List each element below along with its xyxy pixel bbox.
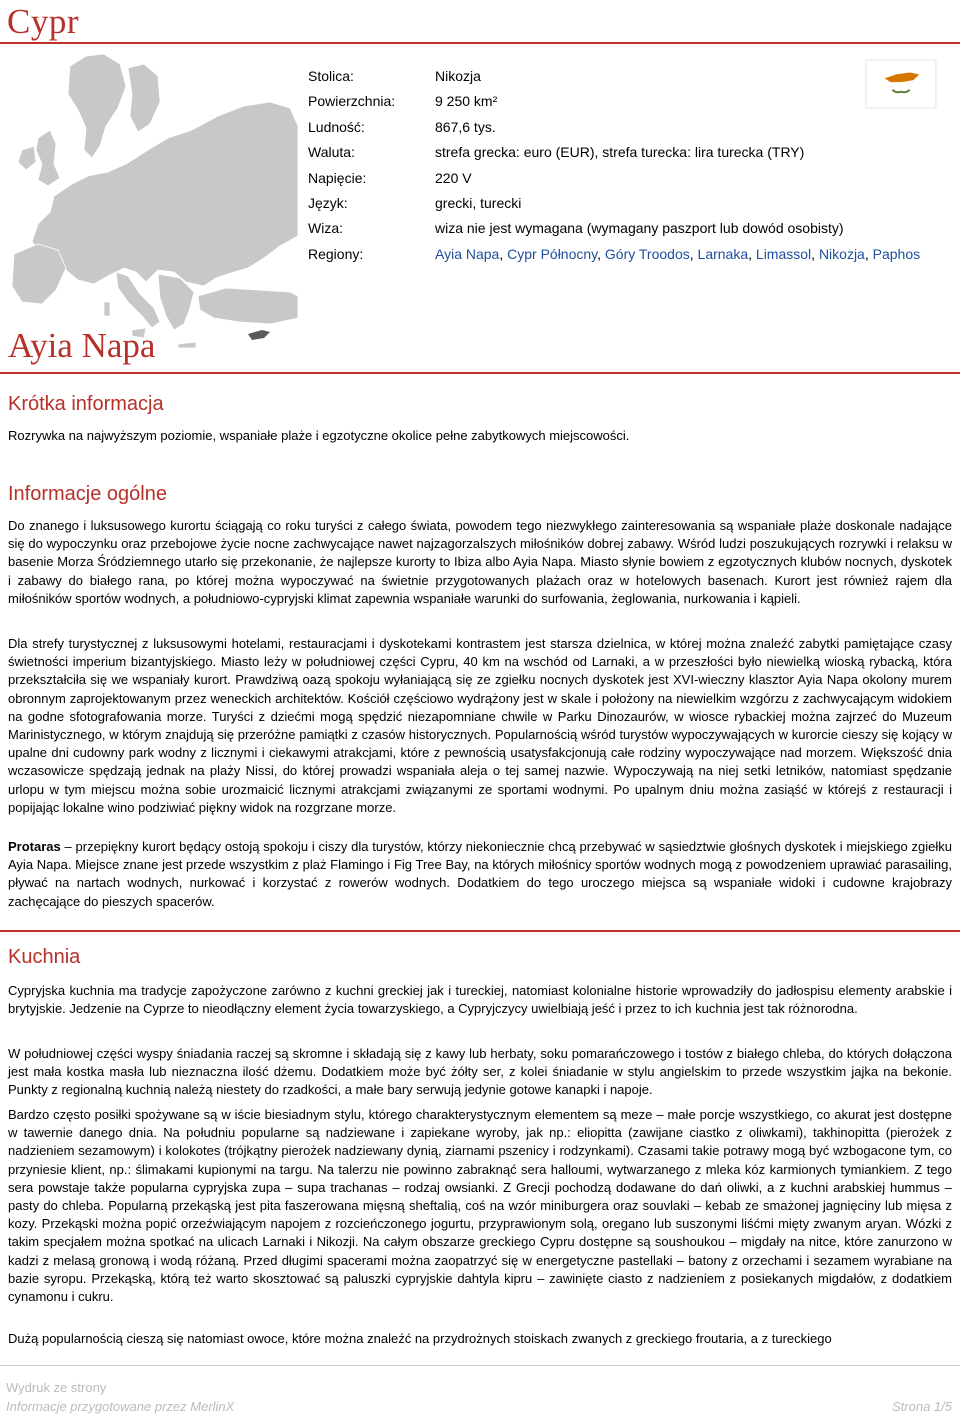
map-britain [36,130,60,186]
info-value: grecki, turecki [435,194,522,211]
info-label: Powierzchnia: [308,93,396,110]
protaras-bold: Protaras [8,839,61,854]
region-link-paphos[interactable]: Paphos [872,245,921,262]
map-cyprus-highlight [248,330,270,340]
kuchnia-paragraph-2: W południowej części wyspy śniadania raczej są skromne i składają się z kawy lub herbaty, soku pomarańczowego i tostów z białego chleba, do których dołączona jest mała kostka masła lub nieznaczna ilość dżemu. Dodatkiem może być żółty ser, z kolei śniadanie w stylu angielskim to przede wszystkim jajka na bekonie. Punkty z regionalną kuchnią należą niestety do rzadkości, a małe bary serwują jedynie gotowe kanapki i napoje. [8,1046,952,1098]
info-label: Ludność: [308,118,365,135]
info-value: 9 250 km² [435,93,498,110]
protaras-text: – przepiękny kurort będący ostoją spokoju i ciszy dla turystów, którzy niekoniecznie chcą przebywać w sąsiedztwie głośnych dyskotek i miejskiego zgiełku Ayia Napa. Miejsce znane jest przede wszystkim z plaż Flamingo i Fig Tree Bay, na których miłośnicy sportów wodnych mogą z powodzeniem uprawiać parasailing, pływać na nartach wodnych, nurkować i korzystać z rowerów wodnych. Dodatkiem do tego uroczego miejsca są wspaniałe widoki i cudowne krajobrazy zachęcające do pieszych spacerów. [8,839,952,909]
krotka-text: Rozrywka na najwyższym poziomie, wspaniałe plaże i egzotyczne okolice pełne zabytkowych miejscowości. [8,428,630,443]
info-label: Wiza: [308,220,343,237]
info-label: Waluta: [308,144,355,161]
map-crete [178,342,196,348]
info-label: Regiony: [308,245,364,262]
footer-print-label: Wydruk ze strony [6,1380,107,1395]
europe-map [8,46,298,356]
region-link-limassol[interactable]: Limassol [755,245,812,262]
map-scandinavia [68,54,126,158]
kuchnia-paragraph-3: Bardzo często posiłki spożywane są w iście biesiadnym stylu, którego charakterystycznym elementem są meze – małe porcje wszystkiego, co akurat jest dostępne w tawernie danego dnia. Na południu popularne są nadziewane i zapiekane wyroby, jak np.: eliopitta (zawijane ciastko z oliwkami), takhinopitta (pierożek z nadzieniem sezamowym) i kolokotes (trójkątny pierożek nadziewany dynią, ziarnami pszenicy i rodzynkami). Czasami takie potrawy mogą być wzbogacone tym, co przyniesie klient, np.: ślimakami kupionymi na targu. Na talerzu nie powinno zabraknąć sera halloumi, wytwarzanego z mleka kóz karmionych tymiankiem. Z tego sera powstaje także popularna cypryjska zupa – supa trachanas – rodzaj owsianki. Z Grecji pochodzą dodawane do dań oliwki, a z kuchni arabskiej hummus – pasty do chleba. Popularną przekąską jest pita faszerowana mięsną sheftalią, coś na wzór miniburgera oraz souvlaki – kebab ze smażonej jagnięciny lub mięsa z kozy. Przekąski można popić orzeźwiającym napojem z rozcieńczonego jogurtu, przyprawionym solą, oregano lub suszonymi liśćmi mięty zwanym aryan. Wózki z takim specjałem można spotkać na ulicach Larnaki i Nikozji. Na całym obszarze greckiego Cypru dostępne są soushoukou – migdały na nitce, które zanurzono w kadzi z melasą gronową i wodą różaną. Przed długimi spacerami można zaopatrzyć się w energetyczne pastellaki – batony z orzechami i sezamem wyrabiane na bazie syropu. Przekąską, którą też warto skosztować są paluszki cypryjskie dahtyla kipru – zawinięte ciasto z nadzieniem z posiekanych migdałów, z dodatkiem cynamonu i cukru. [8,1107,952,1305]
region-link-ayia-napa[interactable]: Ayia Napa [435,245,500,262]
map-finland [128,64,160,132]
map-mainland [32,102,298,286]
map-italy [116,272,160,328]
ogolne-paragraph-2: Dla strefy turystycznej z luksusowymi hotelami, restauracjami i dyskotekami kontrastem jest starsza dzielnica, w której można znaleźć zabytki pamiętające czasy świetności imperium bizantyjskiego. Miasto leży w południowej części Cypru, 40 km na wschód od Larnaki, a w przeszłości było niewielką wioską rybacką, która przekształciła się we wspaniały kurort. Prawdziwą oazą spokoju wyłaniającą się ze zgiełku nocnych dyskotek jest XVI-wieczny klasztor Ayia Napa okolony murem obronnym zaprojektowanym przez weneckich architektów. Kościół częściowo wydrążony jest w skale i położony na niewielkim wzgórzu z zachwycającym widokiem na godne sfotografowania morze. Turyści z dziećmi mogą spędzić niezapomniane chwile w Parku Dinozaurów, w wiosce rybackiej można zajrzeć do Muzeum Marinistycznego, w którym znajdują się przeróżne pamiątki z czasów historycznych. Popularnością wśród turystów wypoczywających w kurorcie cieszy się kojący w upalne dni cudowny park wodny z licznymi i ciekawymi atrakcjami, które z pewnością usatysfakcjonują całe rodziny wypoczywające nad morzem. Większość dnia wczasowicze spędzają jednak na plaży Nissi, do której prowadzi wspaniała aleja o tej samej nazwie. Wypoczywają na niej setki letników, natomiast spędzanie urlopu w tym miejscu można sobie urozmaicić licznymi atrakcjami związanymi ze sportami wodnymi. Po upalnym dniu można zasiąść w którejś z restauracji i popijając lokalne wino podziwiać piękny widok na rozgrzane morze. [8,636,952,815]
page-footer [0,1365,960,1415]
info-value: Nikozja [435,68,481,84]
info-label: Napięcie: [308,169,367,186]
info-value: 867,6 tys. [435,118,496,135]
map-iberia [12,244,66,304]
region-link-gory-troodos[interactable]: Góry Troodos [604,245,690,262]
section-divider [0,930,960,932]
info-value: 220 V [435,169,472,186]
map-sardinia [104,302,110,316]
section-divider [0,372,960,374]
page-header [0,0,960,44]
kuchnia-paragraph-4: Dużą popularnością cieszą się natomiast owoce, które można znaleźć na przydrożnych stoiskach zwanych z greckiego froutaria, a z tureckiego [8,1331,832,1346]
heading-kuchnia: Kuchnia [8,946,81,968]
regions-list: Ayia Napa, Cypr Północny, Góry Troodos, Larnaka, Limassol, Nikozja, Paphos [435,245,921,262]
page-title: Cypr [7,2,79,41]
kuchnia-paragraph-1: Cypryjska kuchnia ma tradycje zapożyczone zarówno z kuchni greckiej jak i tureckiej, natomiast kolonialne historie wprowadziły do jadłospisu elementy arabskie i brytyjskie. Jedzenie na Cyprze to nieodłączny element życia towarzyskiego, a Cypryjczycy uwielbiają jeść i przez to ich kuchnia jest tak różnorodna. [8,983,952,1017]
footer-credit: Informacje przygotowane przez MerlinX [6,1399,235,1414]
ogolne-paragraph-1: Do znanego i luksusowego kurortu ściągają co roku turyści z całego świata, powodem tego niezwykłego zainteresowania są wspaniałe plaże doskonale nadające się do wypoczynku oraz przebojowe życie nocne zachwycające nawet najzagorzalszych miłośników dobrej zabawy. Wśród ludzi poszukujących rozrywki i relaksu w basenie Morza Śródziemnego utarło się przekonanie, że najlepsze kurorty to Ibiza albo Ayia Napa. Miasto słynie bowiem z egzotycznych klubów nocnych, dyskotek i zabawy do białego rana, po której można wypoczywać na świetnie przygotowanych plażach oraz w hotelowych basenach. Kurort jest również rajem dla miłośników sportów wodnych, a południowo-cypryjski klimat zapewnia wspaniałe warunki do surfowania, żeglowania, nurkowania i kąpieli. [8,518,952,606]
heading-informacje-ogolne: Informacje ogólne [8,483,167,505]
info-value: wiza nie jest wymagana (wymagany paszport lub dowód osobisty) [435,220,844,237]
section-title-ayia-napa: Ayia Napa [8,326,156,365]
info-label: Stolica: [308,68,354,84]
region-link-cypr-polnocny[interactable]: Cypr Północny [507,245,598,262]
cyprus-flag-icon [866,60,936,108]
info-label: Język: [308,194,348,211]
ogolne-paragraph-3 [8,838,952,911]
heading-krotka-informacja: Krótka informacja [8,393,164,415]
info-value: strefa grecka: euro (EUR), strefa turecka: lira turecka (TRY) [435,144,805,161]
map-ireland [18,146,36,170]
region-link-larnaka[interactable]: Larnaka [697,245,749,262]
map-turkey [198,288,298,324]
region-link-nikozja[interactable]: Nikozja [818,245,865,262]
footer-page-number: Strona 1/5 [892,1399,952,1414]
